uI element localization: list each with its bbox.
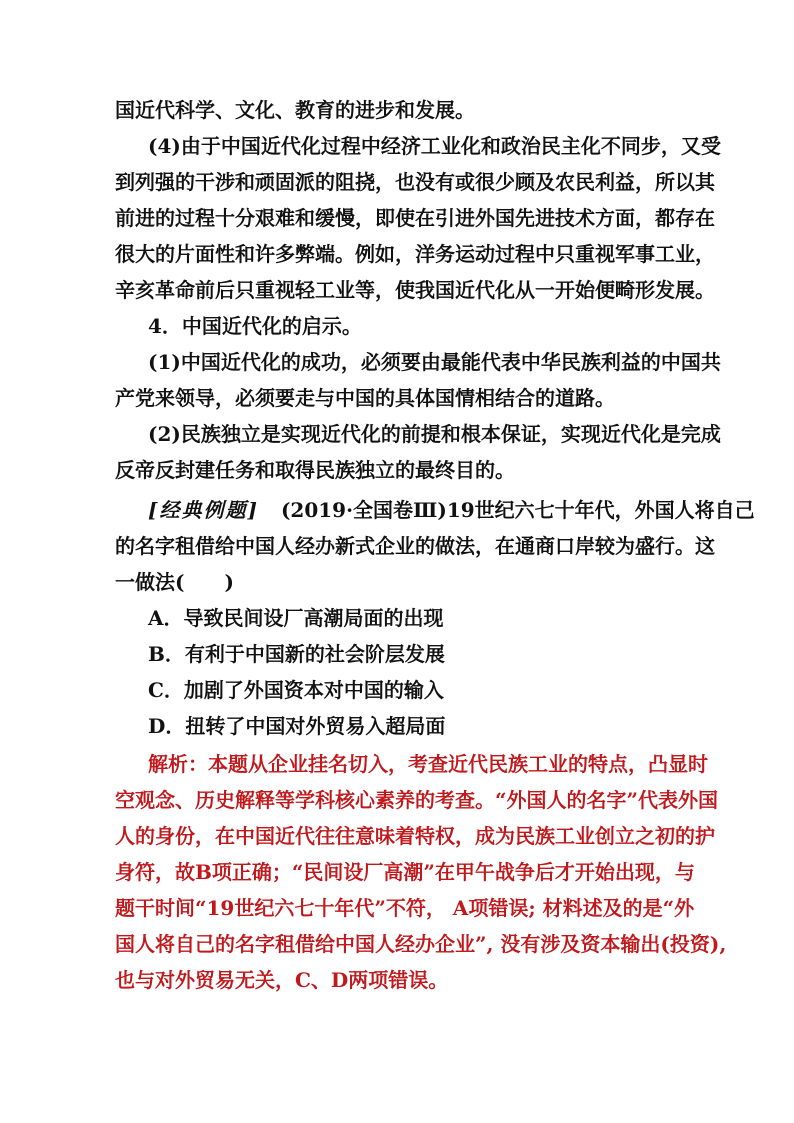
option-a: A．导致民间设厂高潮局面的出现 [148,606,444,630]
analysis-line: 人的身份，在中国近代往往意味着特权，成为民族工业创立之初的护 [115,824,715,848]
analysis-line: 身符，故B项正确；“民间设厂高潮”在甲午战争后才开始出现，与 [115,860,695,884]
section-heading: 4．中国近代化的启示。 [148,314,362,338]
text-line: 前进的过程十分艰难和缓慢，即使在引进外国先进技术方面，都存在 [115,206,715,230]
question-stem-text: (2019·全国卷Ⅲ)19世纪六七十年代，外国人将自己 [280,498,755,522]
option-c: C．加剧了外国资本对中国的输入 [148,678,444,702]
option-b: B．有利于中国新的社会阶层发展 [148,642,445,666]
option-d: D．扭转了中国对外贸易入超局面 [148,714,446,738]
text-line: 很大的片面性和许多弊端。例如，洋务运动过程中只重视军事工业， [115,242,715,266]
analysis-line: 解析：本题从企业挂名切入，考查近代民族工业的特点，凸显时 [148,752,708,776]
analysis-line: 题干时间“19世纪六七十年代”不符， A项错误; 材料述及的是“外 [115,896,695,920]
question-stem-line [148,496,755,524]
text-line: 反帝反封建任务和取得民族独立的最终目的。 [115,458,515,482]
question-stem-line: 的名字租借给中国人经办新式企业的做法，在通商口岸较为盛行。这 [115,534,715,558]
text-line: 辛亥革命前后只重视轻工业等，使我国近代化从一开始便畸形发展。 [115,278,715,302]
text-line: 到列强的干涉和顽固派的阻挠，也没有或很少顾及农民利益，所以其 [115,170,715,194]
text-line: (2)民族独立是实现近代化的前提和根本保证，实现近代化是完成 [148,422,721,446]
text-line: (4)由于中国近代化过程中经济工业化和政治民主化不同步，又受 [148,134,721,158]
example-label: [经典例题] [148,498,259,522]
question-stem-line: 一做法( ) [115,570,234,594]
analysis-line: 也与对外贸易无关，C、D两项错误。 [115,968,449,992]
analysis-line: 国人将自己的名字租借给中国人经办企业”, 没有涉及资本输出(投资), [115,932,727,956]
text-line: 国近代科学、文化、教育的进步和发展。 [115,98,475,122]
analysis-line: 空观念、历史解释等学科核心素养的考查。“外国人的名字”代表外国 [115,788,719,812]
text-line: 产党来领导，必须要走与中国的具体国情相结合的道路。 [115,386,615,410]
text-line: (1)中国近代化的成功，必须要由最能代表中华民族利益的中国共 [148,350,721,374]
